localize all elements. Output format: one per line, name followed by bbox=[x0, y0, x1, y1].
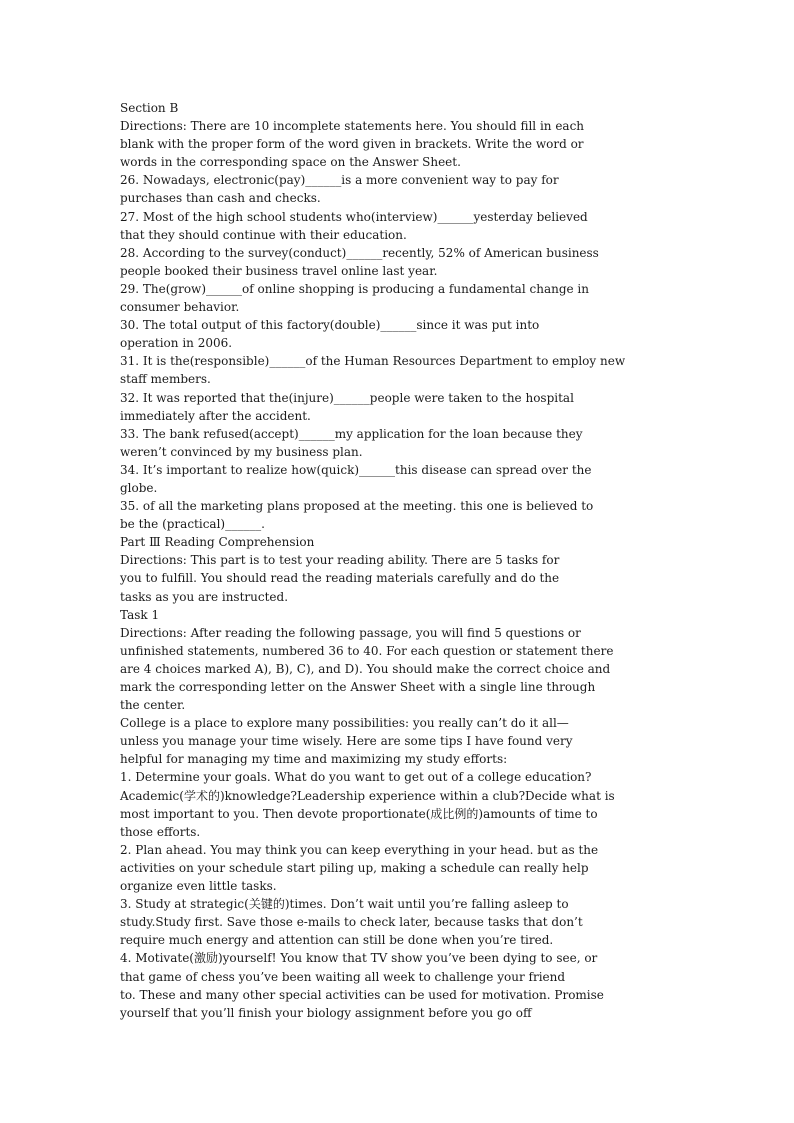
text-line: words in the corresponding space on the Answer Sheet. bbox=[120, 155, 461, 170]
text-line: purchases than cash and checks. bbox=[120, 191, 321, 206]
text-line: helpful for managing my time and maximizing my study efforts: bbox=[120, 752, 508, 767]
text-line: College is a place to explore many possibilities: you really can’t do it all— bbox=[120, 716, 569, 731]
text-line: Directions: This part is to test your reading ability. There are 5 tasks for bbox=[120, 553, 560, 568]
text-line: 34. It’s important to realize how(quick)______this disease can spread over the bbox=[120, 462, 592, 477]
text-line: 31. It is the(responsible)______of the Human Resources Department to employ new bbox=[120, 354, 626, 369]
text-line: 2. Plan ahead. You may think you can keep everything in your head. but as the bbox=[120, 842, 599, 857]
text-line: 27. Most of the high school students who(interview)______yesterday believed bbox=[120, 209, 588, 224]
document-page bbox=[120, 99, 678, 1022]
text-line: 28. According to the survey(conduct)______recently, 52% of American business bbox=[120, 245, 599, 260]
text-line: blank with the proper form of the word given in brackets. Write the word or bbox=[120, 137, 584, 152]
text-line: 3. Study at strategic(关键的)times. Don’t wait until you’re falling asleep to bbox=[120, 897, 569, 912]
text-line: to. These and many other special activities can be used for motivation. Promise bbox=[120, 987, 604, 1002]
text-line: 29. The(grow)______of online shopping is producing a fundamental change in bbox=[120, 281, 589, 296]
text-line: unfinished statements, numbered 36 to 40. For each question or statement there bbox=[120, 643, 614, 658]
text-line: globe. bbox=[120, 480, 158, 495]
text-line: be the (practical)______. bbox=[120, 517, 265, 532]
text-line: organize even little tasks. bbox=[120, 879, 277, 894]
text-line: the center. bbox=[120, 698, 186, 713]
text-line: are 4 choices marked A), B), C), and D). You should make the correct choice and bbox=[120, 661, 611, 676]
text-line: 30. The total output of this factory(double)______since it was put into bbox=[120, 318, 540, 333]
text-line: 35. of all the marketing plans proposed at the meeting. this one is believed to bbox=[120, 499, 594, 514]
text-line: 1. Determine your goals. What do you want to get out of a college education? bbox=[120, 770, 592, 785]
text-line: tasks as you are instructed. bbox=[120, 589, 289, 604]
text-line: operation in 2006. bbox=[120, 336, 233, 351]
text-line: 32. It was reported that the(injure)______people were taken to the hospital bbox=[120, 390, 574, 405]
text-line: immediately after the accident. bbox=[120, 408, 311, 423]
text-line: that they should continue with their education. bbox=[120, 227, 407, 242]
text-line: Directions: After reading the following passage, you will find 5 questions or bbox=[120, 625, 581, 640]
text-line: Part Ⅲ Reading Comprehension bbox=[120, 535, 315, 550]
text-line: you to fulfill. You should read the reading materials carefully and do the bbox=[120, 571, 560, 586]
text-line: 26. Nowadays, electronic(pay)______is a more convenient way to pay for bbox=[120, 173, 559, 188]
text-line: study.Study first. Save those e-mails to check later, because tasks that don’t bbox=[120, 915, 583, 930]
text-line: activities on your schedule start piling up, making a schedule can really help bbox=[120, 860, 589, 875]
text-line: people booked their business travel online last year. bbox=[120, 263, 438, 278]
text-line: those efforts. bbox=[120, 824, 201, 839]
text-line: 33. The bank refused(accept)______my application for the loan because they bbox=[120, 426, 583, 441]
text-line: 4. Motivate(激励)yourself! You know that TV show you’ve been dying to see, or bbox=[120, 951, 598, 966]
text-line: most important to you. Then devote proportionate(成比例的)amounts of time to bbox=[120, 806, 598, 821]
text-line: unless you manage your time wisely. Here are some tips I have found very bbox=[120, 734, 573, 749]
text-line: Academic(学术的)knowledge?Leadership experience within a club?Decide what is bbox=[120, 788, 615, 803]
text-line: that game of chess you’ve been waiting all week to challenge your friend bbox=[120, 969, 566, 984]
text-line: mark the corresponding letter on the Answer Sheet with a single line through bbox=[120, 680, 596, 694]
text-line: yourself that you’ll finish your biology assignment before you go off bbox=[120, 1005, 532, 1020]
text-line: require much energy and attention can still be done when you’re tired. bbox=[120, 933, 554, 948]
text-line: Directions: There are 10 incomplete statements here. You should fill in each bbox=[120, 119, 585, 134]
text-line: weren’t convinced by my business plan. bbox=[120, 444, 363, 459]
text-line: staff members. bbox=[120, 372, 211, 387]
text-line: Task 1 bbox=[120, 607, 160, 622]
text-line: consumer behavior. bbox=[120, 300, 240, 315]
text-line: Section B bbox=[120, 101, 179, 115]
